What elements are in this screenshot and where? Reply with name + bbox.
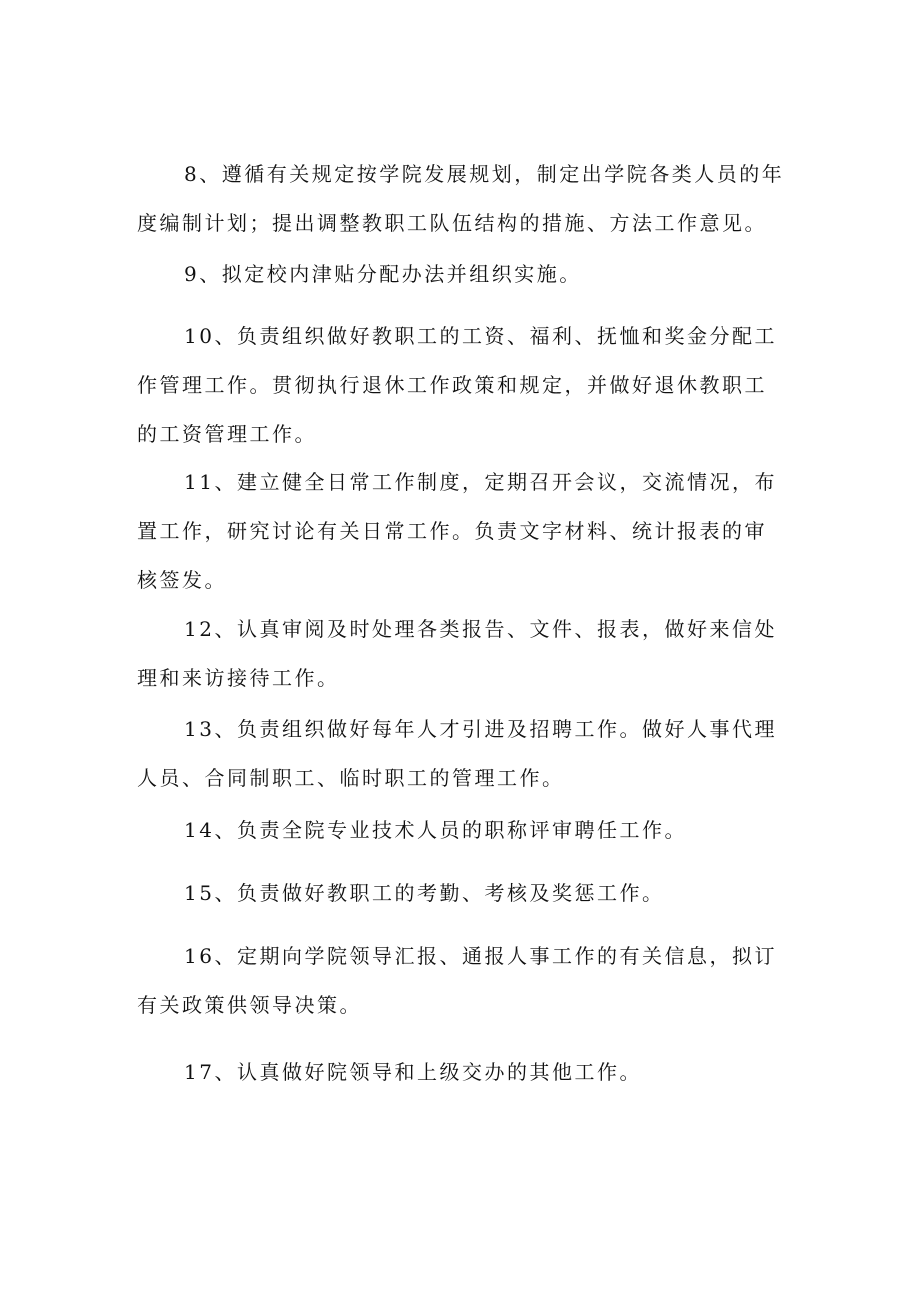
duty-item-9 — [137, 250, 786, 299]
duty-item-10-line-3: 的工资管理工作。 — [137, 422, 317, 446]
duty-item-12-line-2: 理和来访接待工作。 — [137, 666, 340, 690]
duty-item-13-line-1: 13、负责组织做好每年人才引进及招聘工作。做好人事代理 — [184, 717, 777, 741]
duty-item-16-line-2: 有关政策供领导决策。 — [137, 993, 362, 1017]
duty-item-10-line-1: 10、负责组织做好教职工的工资、福利、抚恤和奖金分配工 — [184, 324, 777, 348]
duty-item-11 — [137, 458, 786, 605]
duty-item-15 — [137, 869, 786, 918]
duty-item-16-line-1: 16、定期向学院领导汇报、通报人事工作的有关信息，拟订 — [184, 944, 777, 968]
duty-item-9-line-1: 9、拟定校内津贴分配办法并组织实施。 — [184, 262, 582, 286]
duty-item-12 — [137, 605, 786, 703]
duty-item-16 — [137, 932, 786, 1030]
duty-item-11-line-3: 核签发。 — [137, 568, 227, 592]
duty-item-17-line-1: 17、认真做好院领导和上级交办的其他工作。 — [184, 1060, 642, 1084]
duty-item-13 — [137, 705, 786, 803]
duty-item-12-line-1: 12、认真审阅及时处理各类报告、文件、报表，做好来信处 — [184, 617, 777, 641]
duty-item-15-line-1: 15、负责做好教职工的考勤、考核及奖惩工作。 — [184, 881, 665, 905]
duty-item-11-line-2: 置工作，研究讨论有关日常工作。负责文字材料、统计报表的审 — [137, 519, 767, 543]
duty-item-14-line-1: 14、负责全院专业技术人员的职称评审聘任工作。 — [184, 818, 687, 842]
duty-item-8-line-1: 8、遵循有关规定按学院发展规划，制定出学院各类人员的年 — [184, 162, 785, 186]
duty-item-10-line-2: 作管理工作。贯彻执行退休工作政策和规定，并做好退休教职工 — [137, 373, 767, 397]
duty-item-8 — [137, 150, 786, 248]
duty-item-13-line-2: 人员、合同制职工、临时职工的管理工作。 — [137, 766, 565, 790]
duty-item-17 — [137, 1048, 786, 1097]
duty-item-10 — [137, 312, 786, 459]
duty-item-14 — [137, 806, 786, 855]
duty-item-11-line-1: 11、建立健全日常工作制度，定期召开会议，交流情况，布 — [184, 470, 777, 494]
duty-item-8-line-2: 度编制计划；提出调整教职工队伍结构的措施、方法工作意见。 — [137, 211, 767, 235]
